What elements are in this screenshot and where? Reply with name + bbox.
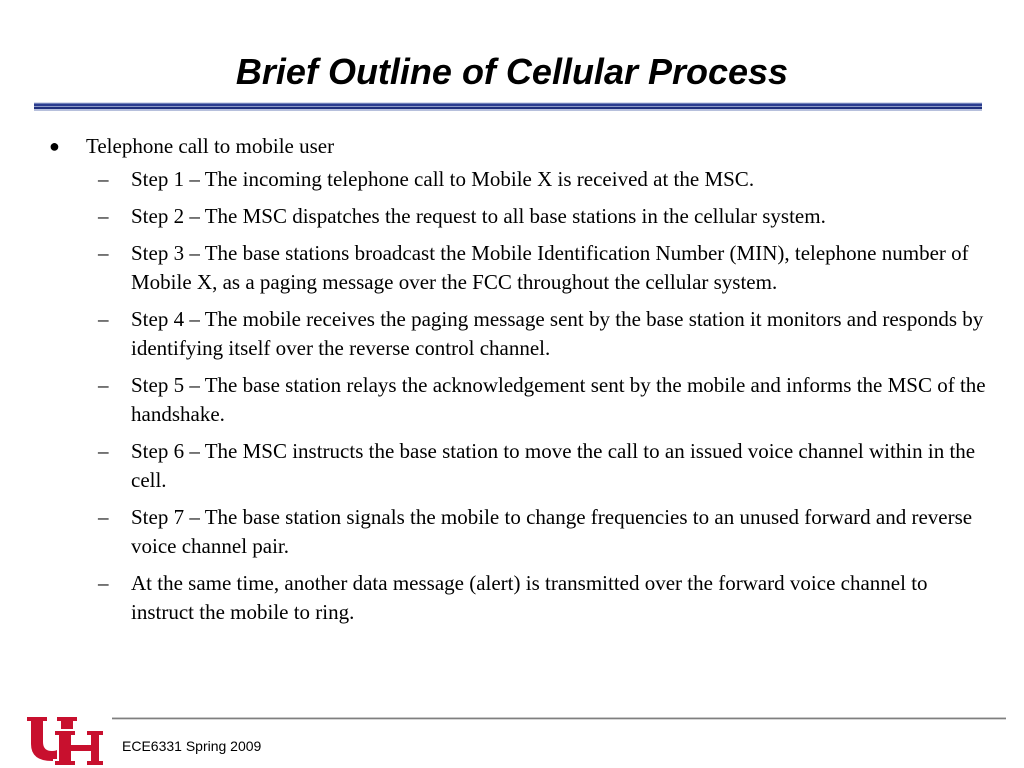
step-text: Step 7 – The base station signals the mobile to change frequencies to an unused forward and reverse voice channel pair. bbox=[131, 505, 973, 558]
bullet-dot-icon: ● bbox=[49, 136, 60, 156]
dash-icon: – bbox=[98, 505, 109, 529]
step-item bbox=[46, 371, 986, 429]
step-item bbox=[46, 305, 986, 363]
step-item bbox=[46, 437, 986, 495]
slide-content bbox=[46, 131, 986, 635]
main-bullet bbox=[46, 131, 986, 161]
step-item bbox=[46, 503, 986, 561]
step-list bbox=[46, 165, 986, 627]
dash-icon: – bbox=[98, 439, 109, 463]
step-item bbox=[46, 239, 986, 297]
footer-course-label: ECE6331 Spring 2009 bbox=[122, 738, 262, 754]
step-item bbox=[46, 165, 986, 194]
dash-icon: – bbox=[98, 373, 109, 397]
dash-icon: – bbox=[98, 307, 109, 331]
step-item bbox=[46, 569, 986, 627]
step-text: Step 5 – The base station relays the acknowledgement sent by the mobile and informs the MSC of the handshake. bbox=[131, 373, 986, 426]
step-text: Step 1 – The incoming telephone call to Mobile X is received at the MSC. bbox=[131, 167, 755, 191]
main-bullet-text: Telephone call to mobile user bbox=[86, 134, 335, 158]
step-text: At the same time, another data message (alert) is transmitted over the forward voice channel to instruct the mobile to ring. bbox=[131, 571, 928, 624]
step-item bbox=[46, 202, 986, 231]
dash-icon: – bbox=[98, 167, 109, 191]
step-text: Step 6 – The MSC instructs the base station to move the call to an issued voice channel within in the cell. bbox=[131, 439, 976, 492]
step-text: Step 2 – The MSC dispatches the request to all base stations in the cellular system. bbox=[131, 204, 826, 228]
dash-icon: – bbox=[98, 571, 109, 595]
step-text: Step 4 – The mobile receives the paging message sent by the base station it monitors and responds by identifying itself over the reverse control channel. bbox=[131, 307, 984, 360]
footer-divider bbox=[112, 717, 1006, 720]
slide-title: Brief Outline of Cellular Process bbox=[235, 51, 789, 92]
uh-logo bbox=[24, 712, 104, 768]
dash-icon: – bbox=[98, 204, 109, 228]
title-underline bbox=[34, 102, 982, 111]
step-text: Step 3 – The base stations broadcast the Mobile Identification Number (MIN), telephone number of Mobile X, as a paging message over the FCC throughout the cellular system. bbox=[131, 241, 969, 294]
dash-icon: – bbox=[98, 241, 109, 265]
